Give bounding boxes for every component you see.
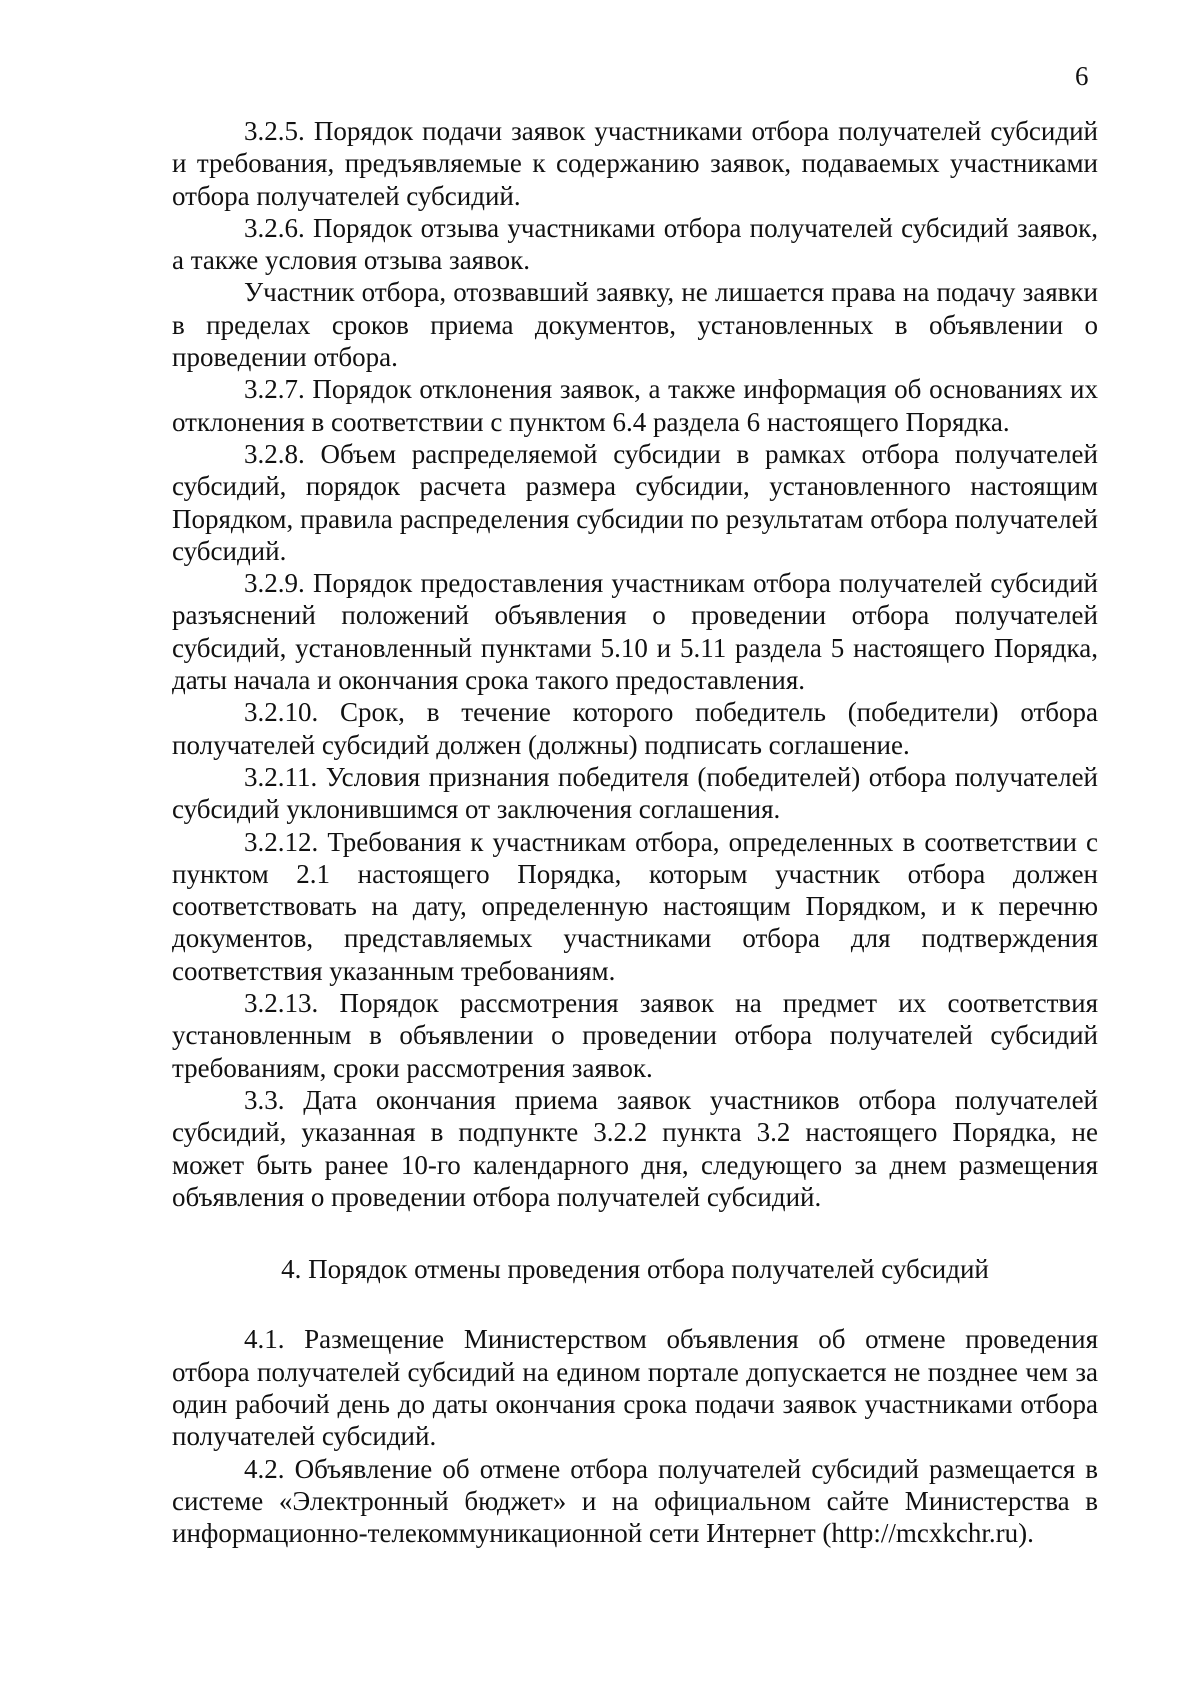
paragraph-4-2: 4.2. Объявление об отмене отбора получателей субсидий размещается в системе «Электронный бюджет» и на официальном сайте Министерства в информационно-телекоммуникационной сети Интернет (http://mcxkchr.ru).	[172, 1453, 1098, 1549]
paragraph-3-2-13: 3.2.13. Порядок рассмотрения заявок на предмет их соответствия установленным в объявлении о проведении отбора получателей субсидий требованиям, сроки рассмотрения заявок.	[172, 988, 1098, 1083]
paragraph-3-2-8: 3.2.8. Объем распределяемой субсидии в рамках отбора получателей субсидий, порядок расчета размера субсидии, установленного настоящим Порядком, правила распределения субсидии по результатам отбора получателей субсидий.	[172, 438, 1098, 566]
paragraph-3-2-11: 3.2.11. Условия признания победителя (победителей) отбора получателей субсидий уклонившимся от заключения соглашения.	[172, 761, 1098, 825]
paragraph-3-2-6-note: Участник отбора, отозвавший заявку, не лишается права на подачу заявки в пределах сроков приема документов, установленных в объявлении о проведении отбора.	[172, 277, 1098, 373]
paragraph-3-2-6: 3.2.6. Порядок отзыва участниками отбора получателей субсидий заявок, а также условия отзыва заявок.	[172, 212, 1098, 276]
document-body	[172, 115, 1098, 1549]
section-heading-4: 4. Порядок отмены проведения отбора получателей субсидий	[281, 1254, 989, 1285]
paragraph-3-2-12: 3.2.12. Требования к участникам отбора, определенных в соответствии с пунктом 2.1 настоящего Порядка, которым участник отбора должен соответствовать на дату, определенную настоящим Порядком, и к перечню документов, представляемых участниками отбора для подтверждения соответствия указанным требованиям.	[172, 826, 1098, 986]
paragraph-3-3: 3.3. Дата окончания приема заявок участников отбора получателей субсидий, указанная в подпункте 3.2.2 пункта 3.2 настоящего Порядка, не может быть ранее 10-го календарного дня, следующего за днем размещения объявления о проведении отбора получателей субсидий.	[172, 1084, 1098, 1212]
paragraph-3-2-9: 3.2.9. Порядок предоставления участникам отбора получателей субсидий разъяснений положений объявления о проведении отбора получателей субсидий, установленный пунктами 5.10 и 5.11 раздела 5 настоящего Порядка, даты начала и окончания срока такого предоставления.	[172, 568, 1098, 696]
paragraph-3-2-10: 3.2.10. Срок, в течение которого победитель (победители) отбора получателей субсидий должен (должны) подписать соглашение.	[172, 697, 1098, 760]
page-number: 6	[1075, 61, 1089, 91]
paragraph-3-2-5: 3.2.5. Порядок подачи заявок участниками отбора получателей субсидий и требования, предъявляемые к содержанию заявок, подаваемых участниками отбора получателей субсидий.	[172, 116, 1098, 211]
paragraph-3-2-7: 3.2.7. Порядок отклонения заявок, а также информация об основаниях их отклонения в соответствии с пунктом 6.4 раздела 6 настоящего Порядка.	[172, 374, 1098, 437]
paragraph-4-1: 4.1. Размещение Министерством объявления об отмене проведения отбора получателей субсидий на едином портале допускается не позднее чем за один рабочий день до даты окончания срока подачи заявок участниками отбора получателей субсидий.	[172, 1324, 1098, 1452]
